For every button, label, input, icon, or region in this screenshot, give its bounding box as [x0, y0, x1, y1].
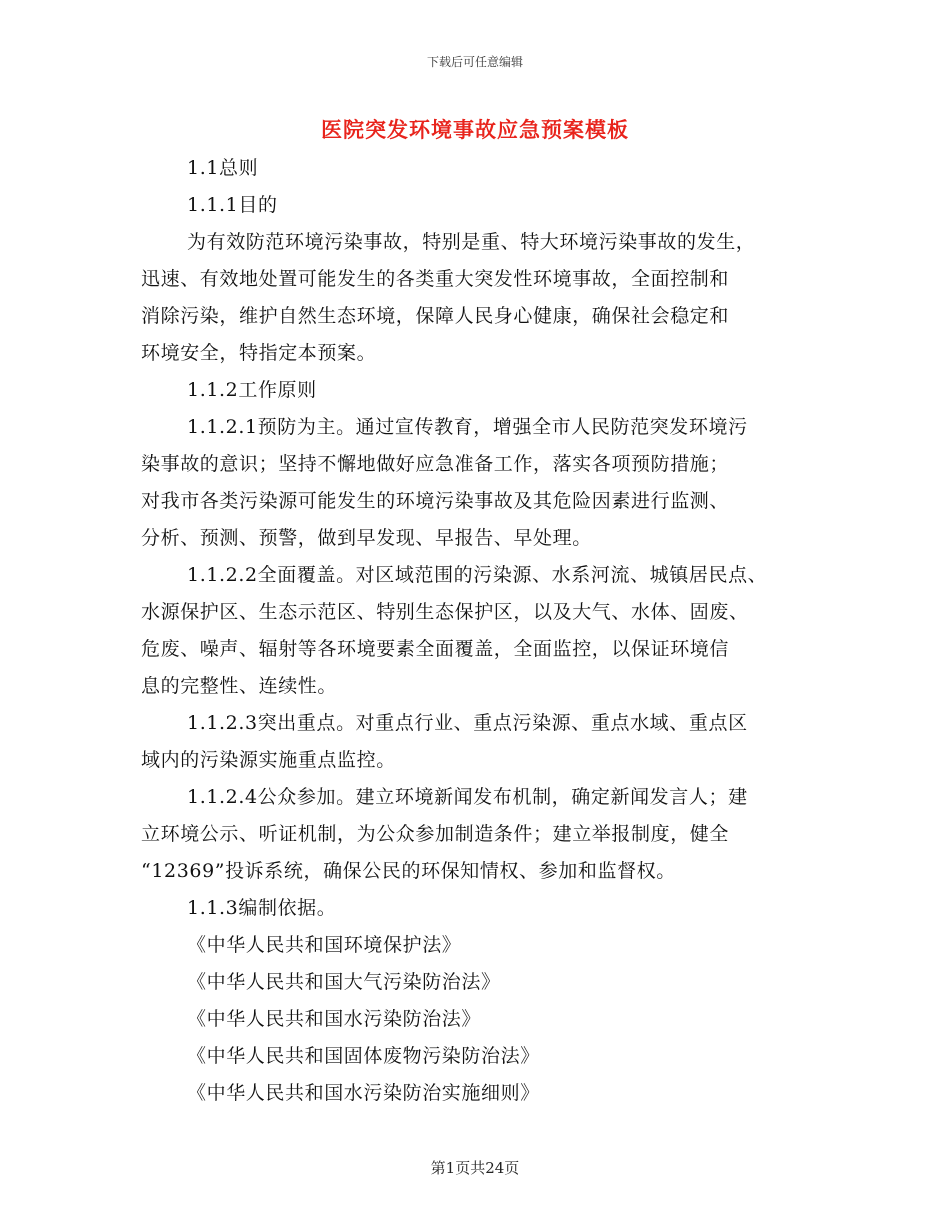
document-title: 医院突发环境事故应急预案模板 — [321, 117, 629, 142]
document-body — [141, 150, 821, 1112]
section-heading-basis: 1.1.3编制依据。 — [187, 897, 337, 919]
law-reference: 《中华人民共和国水污染防治实施细则》 — [187, 1082, 540, 1104]
paragraph-line: 消除污染，维护自然生态环境，保障人民身心健康，确保社会稳定和 — [141, 305, 730, 327]
paragraph-line: 1.1.2.2全面覆盖。对区域范围的污染源、水系河流、城镇居民点、 — [187, 564, 768, 586]
paragraph-line: 息的完整性、连续性。 — [141, 675, 338, 697]
paragraph-line: 环境安全，特指定本预案。 — [141, 342, 377, 364]
section-heading-general: 1.1总则 — [187, 157, 259, 179]
paragraph-line: 分析、预测、预警，做到早发现、早报告、早处理。 — [141, 527, 592, 549]
page-header: 下载后可任意编辑 — [426, 55, 523, 69]
paragraph-line: 为有效防范环境污染事故，特别是重、特大环境污染事故的发生， — [187, 231, 756, 253]
law-reference: 《中华人民共和国水污染防治法》 — [187, 1008, 482, 1030]
paragraph-line: 1.1.2.4公众参加。建立环境新闻发布机制，确定新闻发言人；建 — [187, 786, 748, 808]
section-heading-principles: 1.1.2工作原则 — [187, 379, 317, 401]
law-reference: 《中华人民共和国大气污染防治法》 — [187, 971, 501, 993]
paragraph-line: 1.1.2.3突出重点。对重点行业、重点污染源、重点水域、重点区 — [187, 712, 748, 734]
paragraph-line: 危废、噪声、辐射等各环境要素全面覆盖，全面监控，以保证环境信 — [141, 638, 730, 660]
paragraph-line: 水源保护区、生态示范区、特别生态保护区，以及大气、水体、固废、 — [141, 601, 749, 623]
paragraph-line: 1.1.2.1预防为主。通过宣传教育，增强全市人民防范突发环境污 — [187, 416, 748, 438]
law-reference: 《中华人民共和国环境保护法》 — [187, 934, 462, 956]
page-footer: 第1页共24页 — [430, 1159, 520, 1177]
paragraph-line: 对我市各类污染源可能发生的环境污染事故及其危险因素进行监测、 — [141, 490, 730, 512]
paragraph-line: “12369”投诉系统，确保公民的环保知情权、参加和监督权。 — [141, 860, 676, 882]
paragraph-line: 立环境公示、听证机制，为公众参加制造条件；建立举报制度，健全 — [141, 823, 730, 845]
paragraph-line: 迅速、有效地处置可能发生的各类重大突发性环境事故，全面控制和 — [141, 268, 730, 290]
paragraph-line: 染事故的意识；坚持不懈地做好应急准备工作，落实各项预防措施； — [141, 453, 730, 475]
law-reference: 《中华人民共和国固体废物污染防治法》 — [187, 1045, 540, 1067]
paragraph-line: 域内的污染源实施重点监控。 — [141, 749, 396, 771]
section-heading-purpose: 1.1.1目的 — [187, 194, 278, 216]
